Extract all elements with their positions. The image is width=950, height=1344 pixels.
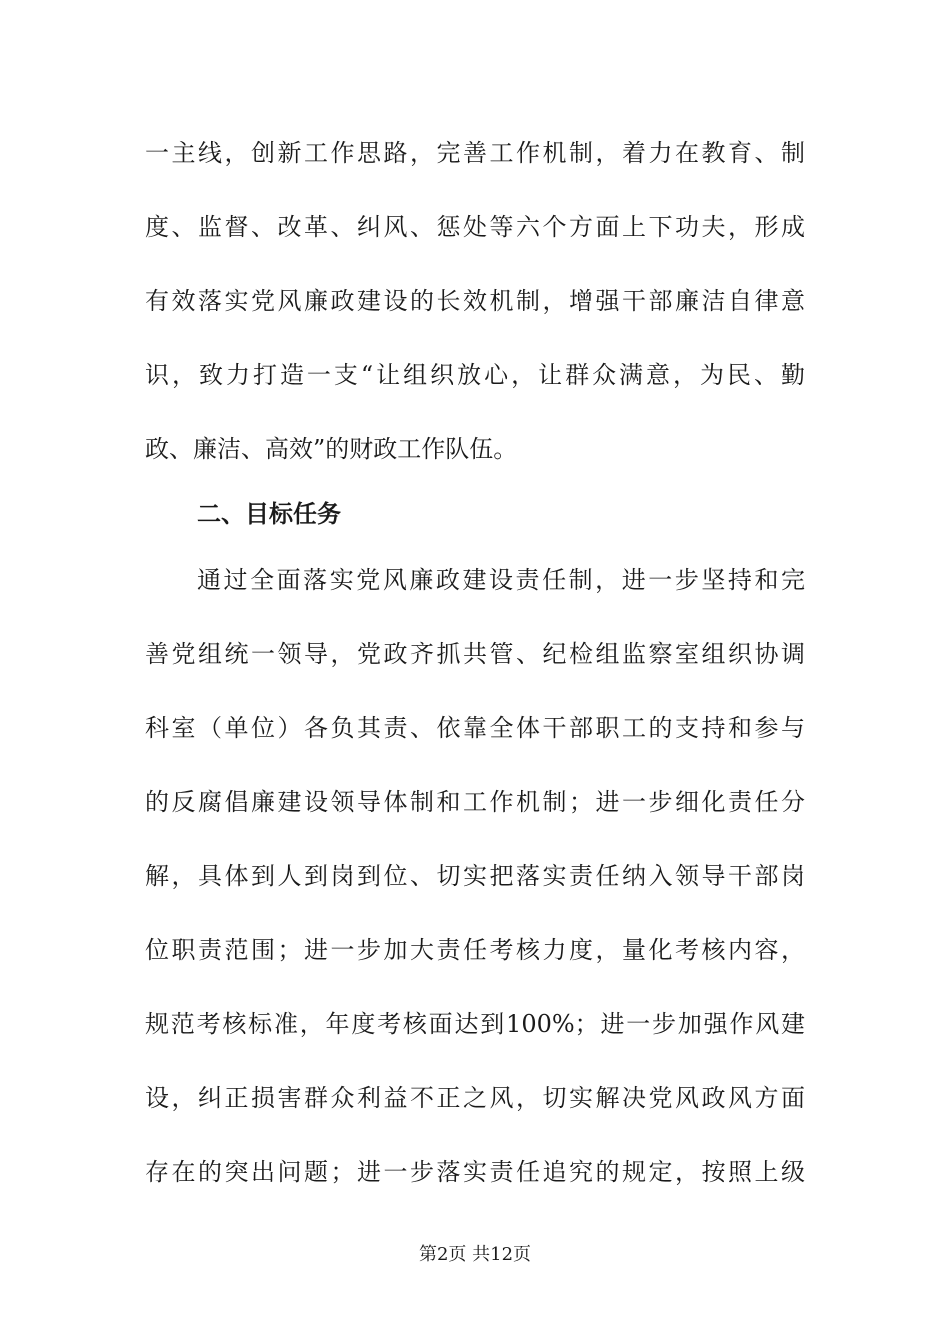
paragraph-1-line-2: 度、监督、改革、纠风、惩处等六个方面上下功夫，形成 [145, 213, 805, 241]
paragraph-2-line-3: 科室（单位）各负其责、依靠全体干部职工的支持和参与 [145, 714, 805, 742]
paragraph-1-line-1: 一主线，创新工作思路，完善工作机制，着力在教育、制 [145, 139, 805, 167]
paragraph-2-line-9: 存在的突出问题；进一步落实责任追究的规定，按照上级 [145, 1158, 805, 1186]
paragraph-2-line-5: 解，具体到人到岗到位、切实把落实责任纳入领导干部岗 [145, 862, 805, 890]
paragraph-2-line-4: 的反腐倡廉建设领导体制和工作机制；进一步细化责任分 [145, 788, 805, 816]
paragraph-2-line-7: 规范考核标准，年度考核面达到100%；进一步加强作风建 [145, 1010, 805, 1038]
section-heading: 二、目标任务 [197, 500, 341, 528]
paragraph-2-line-1: 通过全面落实党风廉政建设责任制，进一步坚持和完 [197, 566, 805, 594]
paragraph-1-line-3: 有效落实党风廉政建设的长效机制，增强干部廉洁自律意 [145, 287, 805, 315]
paragraph-1-line-5: 政、廉洁、高效”的财政工作队伍。 [145, 435, 518, 463]
paragraph-2-line-2: 善党组统一领导，党政齐抓共管、纪检组监察室组织协调 [145, 640, 805, 668]
paragraph-2-line-8: 设，纠正损害群众利益不正之风，切实解决党风政风方面 [145, 1084, 805, 1112]
paragraph-2-line-6: 位职责范围；进一步加大责任考核力度，量化考核内容， [145, 936, 805, 964]
paragraph-1-line-4: 识，致力打造一支“让组织放心，让群众满意，为民、勤 [145, 361, 805, 389]
page-number-footer: 第2页 共12页 [418, 1244, 532, 1265]
